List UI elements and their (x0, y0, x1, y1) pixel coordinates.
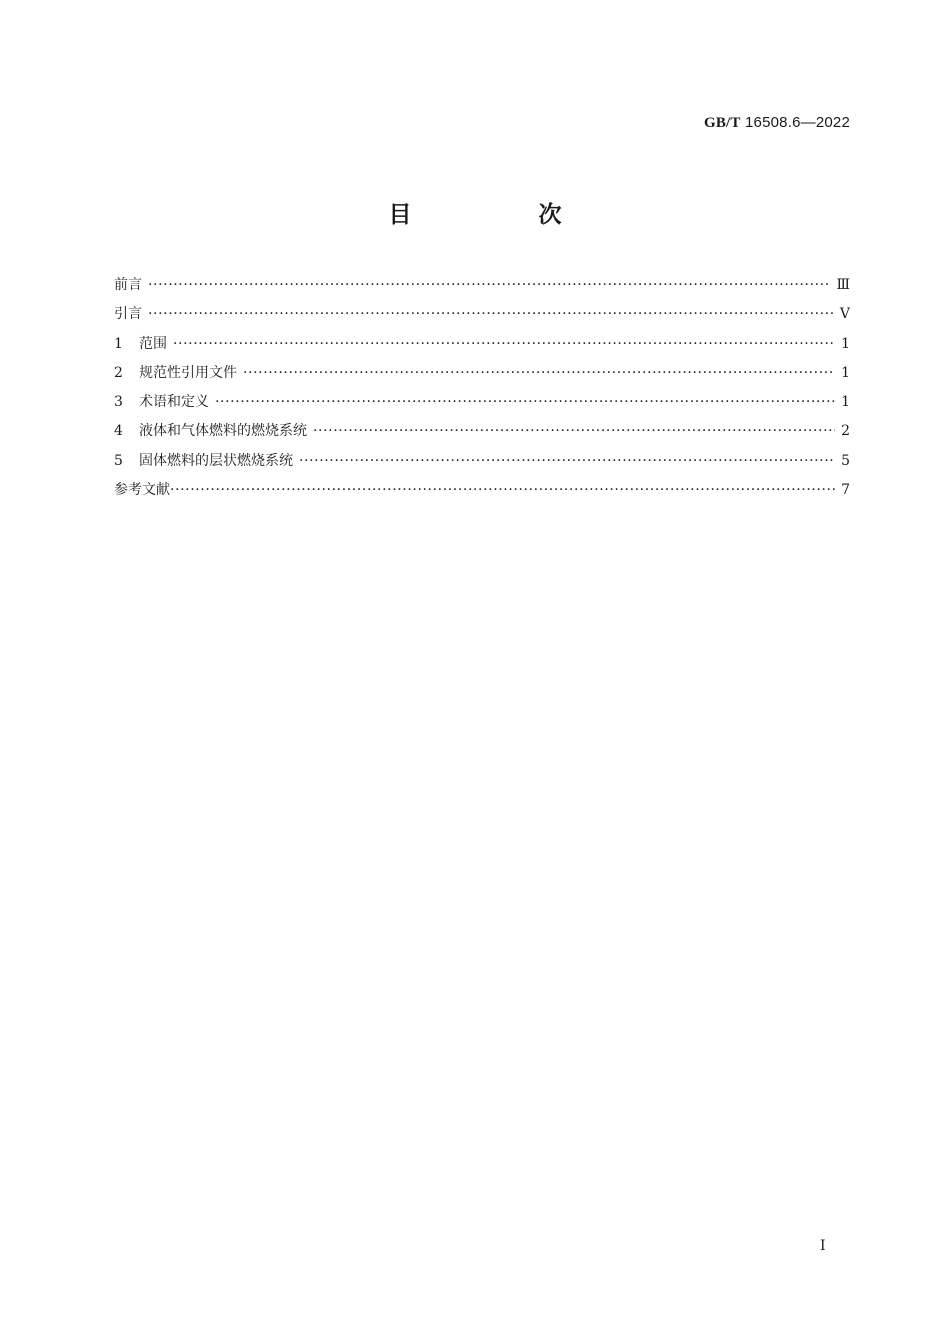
toc-entry-label: 术语和定义 (139, 394, 209, 411)
toc-leader-dots (313, 420, 835, 442)
toc-entry-solid-fuel[interactable] (114, 450, 850, 479)
page-title (0, 196, 950, 229)
standard-prefix: GB/T (703, 115, 741, 131)
toc-entry-label: 固体燃料的层状燃烧系统 (139, 452, 293, 469)
toc-entry-page: 1 (841, 394, 850, 411)
toc-leader-dots (215, 391, 835, 413)
toc-entry-normative-references[interactable] (114, 362, 850, 391)
toc-entry-label: 引言 (114, 306, 142, 323)
toc-entry-page: 7 (841, 482, 850, 499)
toc-entry-number: 4 (114, 423, 123, 440)
toc-entry-page: 2 (841, 423, 850, 440)
toc-leader-dots (243, 362, 835, 384)
toc-entry-label: 液体和气体燃料的燃烧系统 (139, 423, 307, 440)
toc-entry-number: 2 (114, 364, 123, 381)
toc-leader-dots (299, 450, 835, 472)
toc-entry-number: 5 (114, 452, 123, 469)
page-folio: Ⅰ (820, 1238, 826, 1254)
toc-entry-page: 1 (841, 335, 850, 352)
toc-entry-introduction[interactable] (114, 303, 850, 332)
toc-leader-dots (148, 274, 830, 296)
toc-leader-dots (170, 479, 835, 501)
standard-number (704, 114, 850, 132)
toc-entry-page: Ⅴ (839, 306, 850, 323)
toc-leader-dots (173, 333, 835, 355)
title-text: 目 次 (388, 202, 614, 228)
toc-entry-label: 参考文献 (114, 482, 170, 499)
toc-entry-scope[interactable] (114, 333, 850, 362)
toc-entry-page: 1 (841, 364, 850, 381)
toc-entry-number: 3 (114, 394, 123, 411)
toc-entry-page: 5 (841, 452, 850, 469)
toc-entry-liquid-gas-fuel[interactable] (114, 420, 850, 449)
table-of-contents (114, 274, 850, 508)
standard-code: 16508.6—2022 (745, 114, 850, 131)
toc-leader-dots (148, 303, 834, 325)
toc-entry-preface[interactable] (114, 274, 850, 303)
toc-entry-label: 规范性引用文件 (139, 364, 237, 381)
toc-entry-page: Ⅲ (836, 277, 850, 293)
toc-entry-terms-definitions[interactable] (114, 391, 850, 420)
toc-entry-bibliography[interactable] (114, 479, 850, 508)
toc-entry-label: 范围 (139, 335, 167, 352)
toc-entry-label: 前言 (114, 277, 142, 293)
toc-entry-number: 1 (114, 335, 123, 352)
